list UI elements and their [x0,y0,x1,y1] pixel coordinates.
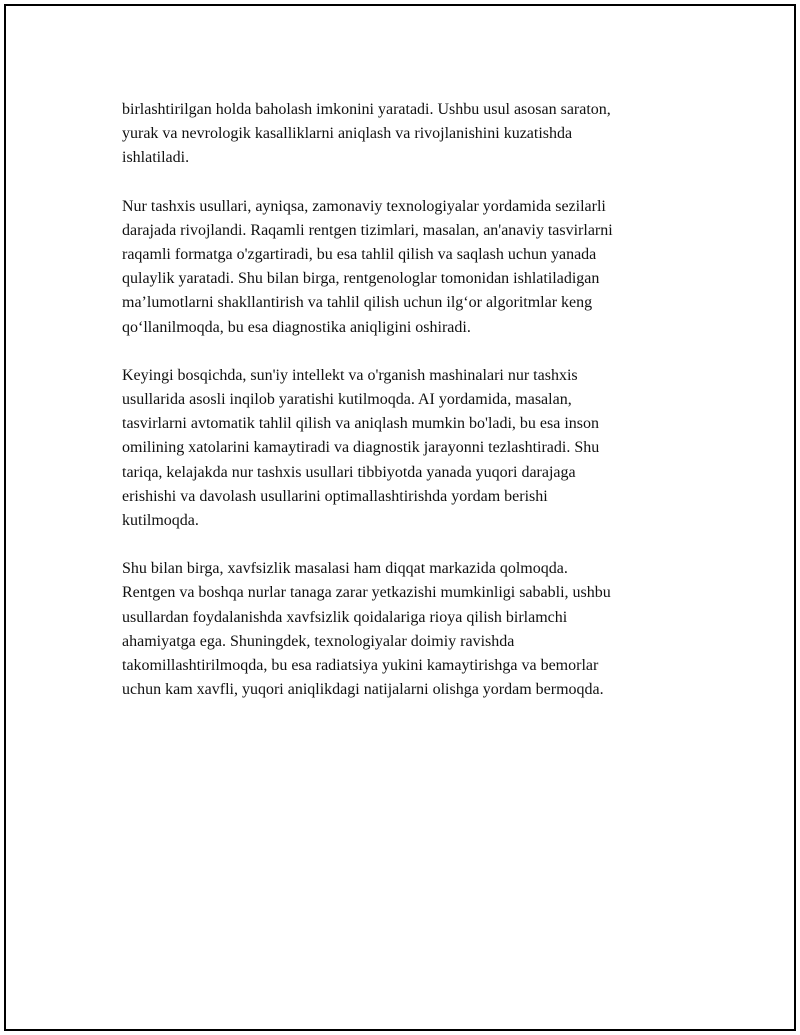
text-line: yurak va nevrologik kasalliklarni aniqlash va rivojlanishini kuzatishda [122,125,573,143]
paragraph-4 [122,557,682,702]
text-line: qulaylik yaratadi. Shu bilan birga, rentgenologlar tomonidan ishlatiladigan [122,270,600,288]
text-line: tasvirlarni avtomatik tahlil qilish va aniqlash mumkin bo'ladi, bu esa inson [122,415,600,433]
text-line: uchun kam xavfli, yuqori aniqlikdagi natijalarni olishga yordam bermoqda. [122,681,604,699]
text-line: ishlatiladi. [122,149,190,167]
text-line: takomillashtirilmoqda, bu esa radiatsiya yukini kamaytirishga va bemorlar [122,657,599,675]
text-line: birlashtirilgan holda baholash imkonini yaratadi. Ushbu usul asosan saraton, [122,101,611,118]
text-line: Rentgen va boshqa nurlar tanaga zarar yetkazishi mumkinligi sababli, ushbu [122,584,611,602]
text-line: omilining xatolarini kamaytiradi va diagnostik jarayonni tezlashtiradi. Shu [122,439,600,457]
text-line: ma’lumotlarni shakllantirish va tahlil qilish uchun ilg‘or algoritmlar keng [122,294,593,312]
text-line: raqamli formatga o'zgartiradi, bu esa tahlil qilish va saqlash uchun yanada [122,246,597,264]
paragraph-2 [122,195,682,340]
text-line: Shu bilan birga, xavfsizlik masalasi ham diqqat markazida qolmoqda. [122,560,568,578]
paragraph-1 [122,98,682,171]
text-line: qo‘llanilmoqda, bu esa diagnostika aniqligini oshiradi. [122,318,471,336]
paragraph-3 [122,364,682,533]
text-line: tariqa, kelajakda nur tashxis usullari tibbiyotda yanada yuqori darajaga [122,463,576,481]
text-line: darajada rivojlandi. Raqamli rentgen tizimlari, masalan, an'anaviy tasvirlarni [122,221,613,239]
text-line: usullarida asosli inqilob yaratishi kutilmoqda. AI yordamida, masalan, [122,391,572,409]
text-line: Keyingi bosqichda, sun'iy intellekt va o'rganish mashinalari nur tashxis [122,366,578,384]
text-line: Nur tashxis usullari, ayniqsa, zamonaviy texnologiyalar yordamida sezilarli [122,197,606,215]
document-page [4,4,796,1031]
text-line: kutilmoqda. [122,512,199,530]
text-line: erishishi va davolash usullarini optimallashtirishda yordam berishi [122,487,548,505]
text-line: usullardan foydalanishda xavfsizlik qoidalariga rioya qilish birlamchi [122,608,568,626]
text-line: ahamiyatga ega. Shuningdek, texnologiyalar doimiy ravishda [122,632,515,650]
document-body [122,98,682,726]
